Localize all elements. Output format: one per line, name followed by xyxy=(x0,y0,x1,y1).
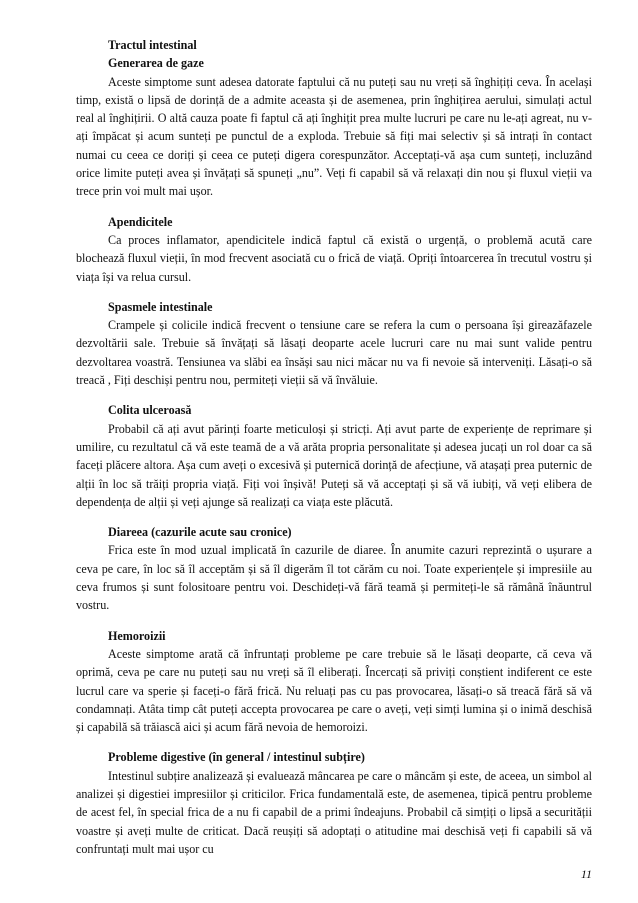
section-apendicitele xyxy=(76,213,592,286)
section-title-tractul-intestinal: Tractul intestinal xyxy=(108,38,197,52)
section-body: Crampele și colicile indică frecvent o tensiune care se refera la cum o persoana își gireazăfazele dezvoltării sale. Trebuie să învățați să lăsați deoparte acele lucruri care nu mai sunt valide pentru dezvoltarea voastră. Tensiunea va slăbi ea însăși sau nici măcar nu va fi nevoie să interveniți. Lăsați-o să treacă , Fiți deschiși pentru nou, permiteți vieții să vă învăluie. xyxy=(76,318,592,388)
section-title: Colita ulceroasă xyxy=(108,403,192,418)
section-title: Probleme digestive (în general / intestinul subțire) xyxy=(108,750,365,765)
section-colita-ulceroasa xyxy=(76,401,592,511)
section-body: Probabil că ați avut părinți foarte meticuloși și stricți. Ați avut parte de experiențe de reprimare și umilire, cu rezultatul că vă este teamă de a vă arăta propria personalitate și adesea jucați un rol doar ca să faceți plăcere altora. Așa cum aveți o excesivă și puternică dorință de afecțiune, vă atașați prea puternic de alții în loc să trăiți propria viață. Fiți voi înșivă! Puteți să vă acceptați și să vă iubiți, vă veți elibera de dependența de alții și veți ajunge să realizați ca viața este plăcută. xyxy=(76,421,592,509)
section-probleme-digestive xyxy=(76,748,592,858)
page-number: 11 xyxy=(580,867,592,881)
section-title: Diareea (cazurile acute sau cronice) xyxy=(108,525,292,540)
section-body: Frica este în mod uzual implicată în cazurile de diaree. În anumite cazuri reprezintă o ușurare a ceva pe care, în loc să îl acceptăm și să îl digerăm îl tot cărăm cu noi. Toate experiențele și impresiile au ceva frumos și sunt folositoare pentru voi. Deschideți-vă fără teamă și permiteți-le să rămână înăuntrul vostru. xyxy=(76,543,592,613)
section-body: Aceste simptome arată că înfruntați probleme pe care trebuie să le lăsați deoparte, că ceva vă oprimă, ceva pe care nu puteți sau nu vreți să îl eliberați. Încercați să priviți conștient indiferent ce este lucrul care va sperie și faceți-o fără frică. Nu reluați pas cu pas provocarea, lăsați-o să treacă fără să vă condamnați. Atâta timp cât puteți accepta provocarea pe care o aveți, veți simți lumina și o inimă deschisă și capabilă să trăiască aici și acum fără nevoia de hemoroizi. xyxy=(76,646,592,735)
section-title: Generarea de gaze xyxy=(108,56,204,71)
document-page xyxy=(76,36,592,870)
section-hemoroizii xyxy=(76,627,592,737)
section-body: Ca proces inflamator, apendicitele indică faptul că există o urgență, o problemă acută care blochează fluxul vieții, în mod frecvent asociată cu o frică de viață. Opriți întoarcerea în trecutul vostru și viața își va relua cursul. xyxy=(76,232,592,284)
section-spasmele-intestinale xyxy=(76,298,592,389)
section-generarea-de-gaze xyxy=(76,54,592,200)
section-title: Apendicitele xyxy=(108,214,173,229)
section-body: Aceste simptome sunt adesea datorate faptului că nu puteți sau nu vreți să înghițiți ceva. În același timp, există o lipsă de dorință de a admite aceasta și de asemenea, prin înghițirea aerului, simulați actul real al înghițirii. O altă cauza poate fi faptul că ați înghițit prea multe lucruri pe care nu le-ați agreat, nu v-ați împăcat și acum sunteți pe punctul de a exploda. Trebuie să fiți mai selectiv și să intrați în contact numai cu ceea ce doriți și ceea ce puteți digera corespunzător. Acceptați-vă așa cum sunteți, incluzând orice limite puteți avea și învățați să spuneți „nu”. Veți fi capabil să vă relaxați din nou și fluxul vieții va trece prin voi mult mai ușor. xyxy=(76,74,592,199)
section-body: Intestinul subțire analizează și evaluează mâncarea pe care o mâncăm și este, de aceea, un simbol al analizei și digestiei impresiilor și criticilor. Frica fundamentală este, de asemenea, tipică pentru probleme de acest fel, în special frica de a nu fi capabil de a primi îndeajuns. Probabil că simțiți o lipsă a securității voastre și aveți multe de criticat. Dacă reușiți să adoptați o atitudine mai deschisă veți fi capabili să vă confruntați mult mai ușor cu xyxy=(76,768,592,856)
section-title: Spasmele intestinale xyxy=(108,299,213,314)
section-title: Hemoroizii xyxy=(108,628,166,643)
section-diareea xyxy=(76,523,592,614)
